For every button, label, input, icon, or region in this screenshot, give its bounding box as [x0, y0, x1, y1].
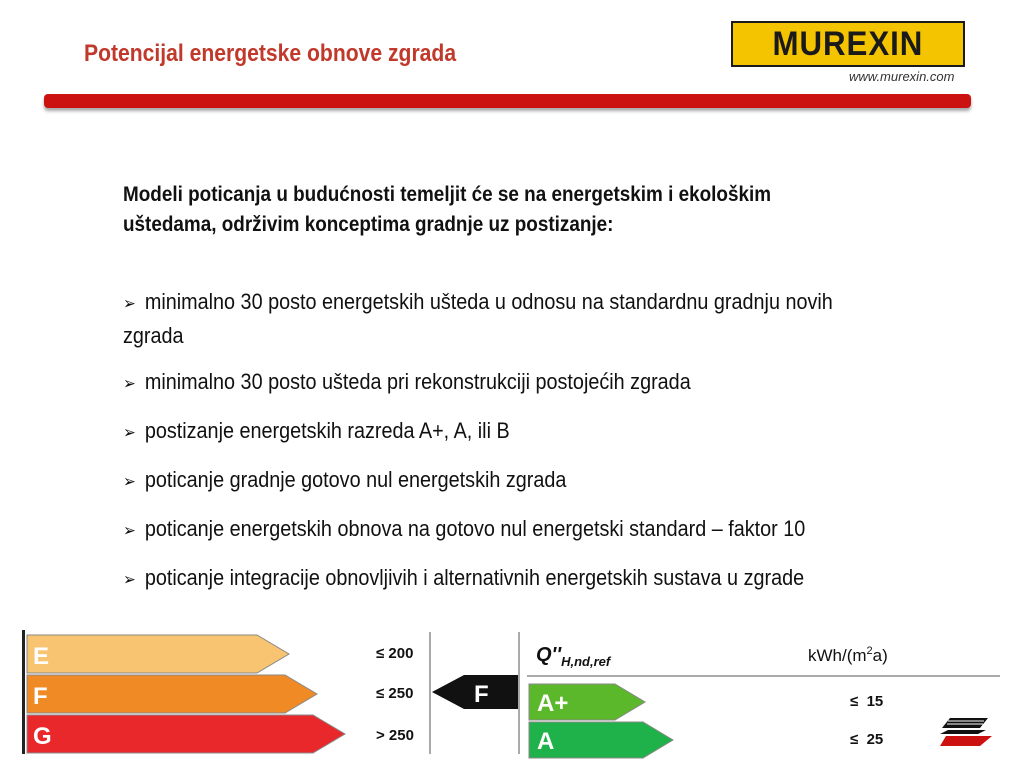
list-item — [123, 513, 861, 547]
murexin-emblem-icon — [940, 718, 992, 746]
bullet-text: minimalno 30 posto energetskih ušteda u odnosu na standardnu gradnju novih zgrada — [123, 289, 833, 348]
energy-label-a-plus: A+ — [537, 690, 569, 717]
bullet-text: poticanje gradnje gotovo nul energetskih zgrada — [144, 467, 567, 492]
q-symbol: Q'' — [536, 644, 562, 666]
svg-text:Q''H,nd,ref — [536, 644, 612, 669]
list-item — [123, 562, 861, 596]
q-subscript: H,nd,ref — [561, 654, 611, 669]
threshold-e: ≤ 200 — [376, 645, 414, 662]
unit-superscript: 2 — [866, 645, 873, 657]
energy-bar-f — [27, 675, 317, 713]
current-class-label: F — [474, 681, 489, 708]
list-item — [123, 464, 861, 498]
arrow-bullet-icon: ➢ — [123, 570, 136, 590]
arrow-bullet-icon: ➢ — [123, 423, 136, 443]
threshold-a-plus: ≤ 15 — [850, 693, 884, 710]
bullet-list — [123, 286, 861, 611]
bullet-text: poticanje energetskih obnova na gotovo nul energetski standard – faktor 10 — [144, 516, 806, 541]
bullet-text: poticanje integracije obnovljivih i alternativnih energetskih sustava u zgrade — [144, 565, 805, 590]
energy-label-f: F — [33, 683, 48, 710]
unit-text-end: a) — [872, 646, 888, 665]
list-item — [123, 415, 861, 449]
logo-text: MUREXIN — [772, 24, 924, 63]
energy-label-a: A — [537, 728, 555, 755]
page-title: Potencijal energetske obnove zgrada — [84, 40, 457, 67]
arrow-bullet-icon: ➢ — [123, 294, 136, 314]
energy-bar-e — [27, 635, 289, 673]
energy-label-e: E — [33, 643, 50, 670]
list-item — [123, 366, 861, 400]
intro-text: Modeli poticanja u budućnosti temeljit će se na energetskim i ekološkim uštedama, održivim konceptima gradnje uz postizanje: — [123, 183, 772, 236]
list-item — [123, 286, 861, 351]
threshold-g: > 250 — [376, 727, 414, 744]
energy-bar-g — [27, 715, 345, 753]
bullet-text: minimalno 30 posto ušteda pri rekonstrukciji postojećih zgrada — [144, 369, 691, 394]
threshold-f: ≤ 250 — [376, 685, 414, 702]
unit-text: kWh/(m — [808, 646, 867, 665]
header-divider-bar — [44, 94, 971, 108]
energy-label-g: G — [33, 723, 52, 750]
arrow-bullet-icon: ➢ — [123, 472, 136, 492]
energy-class-graphic — [0, 628, 1024, 768]
murexin-logo — [731, 21, 965, 67]
bullet-text: postizanje energetskih razreda A+, A, ili B — [144, 418, 510, 443]
arrow-bullet-icon: ➢ — [123, 374, 136, 394]
logo-url: www.murexin.com — [849, 69, 955, 84]
svg-text:kWh/(m2a) — [808, 645, 888, 665]
threshold-a: ≤ 25 — [850, 731, 884, 748]
scale-left-edge — [22, 630, 25, 754]
arrow-bullet-icon: ➢ — [123, 521, 136, 541]
